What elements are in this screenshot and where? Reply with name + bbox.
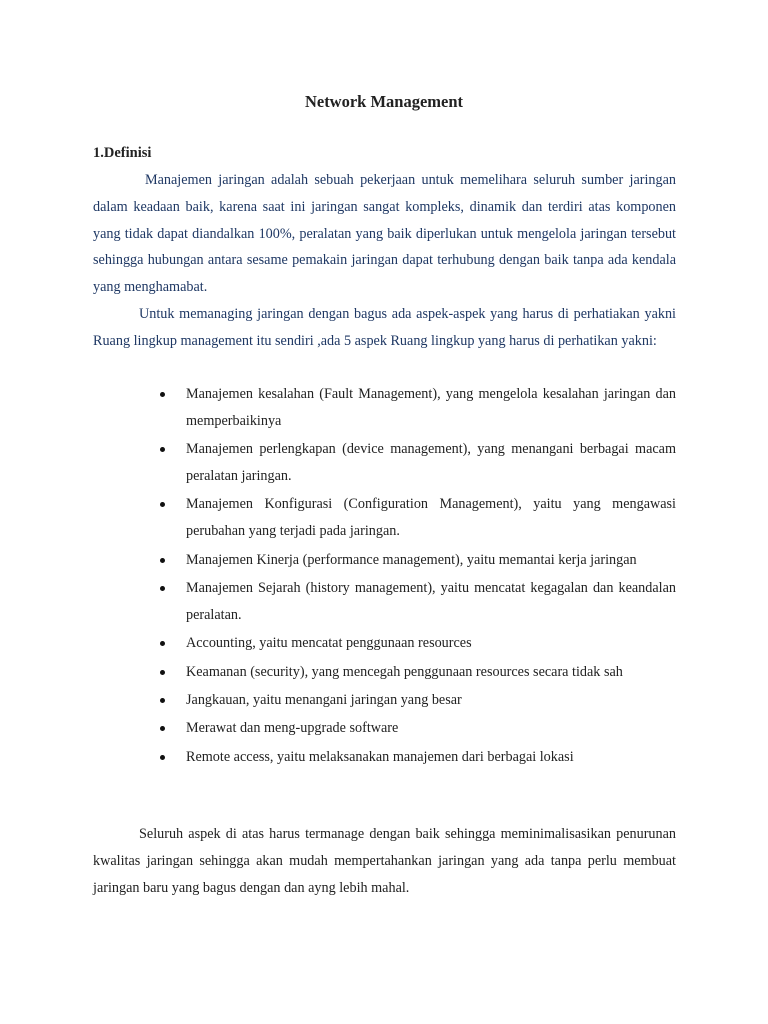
list-item-text: Manajemen Sejarah (history management), yaitu mencatat kegagalan dan keandalan peralatan. <box>186 579 676 623</box>
list-item <box>140 547 676 574</box>
list-item <box>140 715 676 742</box>
definition-paragraph: Manajemen jaringan adalah sebuah pekerjaan untuk memelihara seluruh sumber jaringan dalam keadaan baik, karena saat ini jaringan sangat kompleks, dinamik dan terdiri atas komponen yang tidak dapat diandalkan 100%, peralatan yang baik diperlukan untuk mengelola jaringan tersebut sehingga hubungan antara sesame pemakain jaringan dapat terhubung dengan baik tanpa ada kendala yang menghamabat. <box>93 172 676 296</box>
document-title: Network Management <box>304 92 464 111</box>
bullet-icon <box>160 670 165 675</box>
list-item-text: Remote access, yaitu melaksanakan manajemen dari berbagai lokasi <box>186 748 574 765</box>
list-item-text: Manajemen Kinerja (performance management), yaitu memantai kerja jaringan <box>186 551 637 568</box>
conclusion-paragraph: Seluruh aspek di atas harus termanage dengan baik sehingga meminimalisasikan penurunan kwalitas jaringan sehingga akan mudah mempertahankan jaringan yang ada tanpa perlu membuat jaringan baru yang bagus dengan dan ayng lebih mahal. <box>93 826 676 896</box>
bullet-icon <box>160 698 165 703</box>
list-item-text: Manajemen kesalahan (Fault Management), yang mengelola kesalahan jaringan dan memperbaikinya <box>186 386 676 429</box>
bullet-icon <box>160 447 165 452</box>
list-item-text: Accounting, yaitu mencatat penggunaan resources <box>186 635 472 652</box>
bullet-icon <box>160 641 165 646</box>
list-item <box>140 630 676 657</box>
list-item <box>140 381 676 435</box>
list-item-text: Keamanan (security), yang mencegah penggunaan resources secara tidak sah <box>186 663 623 680</box>
list-item <box>140 744 676 771</box>
list-item-text: Merawat dan meng-upgrade software <box>186 720 399 737</box>
list-item-text: Jangkauan, yaitu menangani jaringan yang besar <box>186 691 462 708</box>
bullet-icon <box>160 558 165 563</box>
bullet-icon <box>160 502 165 507</box>
list-item <box>140 575 676 629</box>
list-item-text: Manajemen Konfigurasi (Configuration Management), yaitu yang mengawasi perubahan yang terjadi pada jaringan. <box>186 496 676 540</box>
bullet-icon <box>160 392 165 397</box>
section-heading: 1.Definisi <box>93 145 152 161</box>
list-item <box>140 659 676 686</box>
list-item <box>140 491 676 545</box>
aspects-list <box>140 381 676 772</box>
bullet-icon <box>160 755 165 760</box>
bullet-icon <box>160 586 165 591</box>
list-item <box>140 436 676 490</box>
list-item-text: Manajemen perlengkapan (device management), yang menangani berbagai macam peralatan jaringan. <box>186 441 676 484</box>
list-item <box>140 687 676 714</box>
bullet-icon <box>160 726 165 731</box>
scope-paragraph: Untuk memanaging jaringan dengan bagus ada aspek-aspek yang harus di perhatiakan yakni Ruang lingkup management itu sendiri ,ada 5 aspek Ruang lingkup yang harus di perhatikan yakni: <box>93 306 676 349</box>
